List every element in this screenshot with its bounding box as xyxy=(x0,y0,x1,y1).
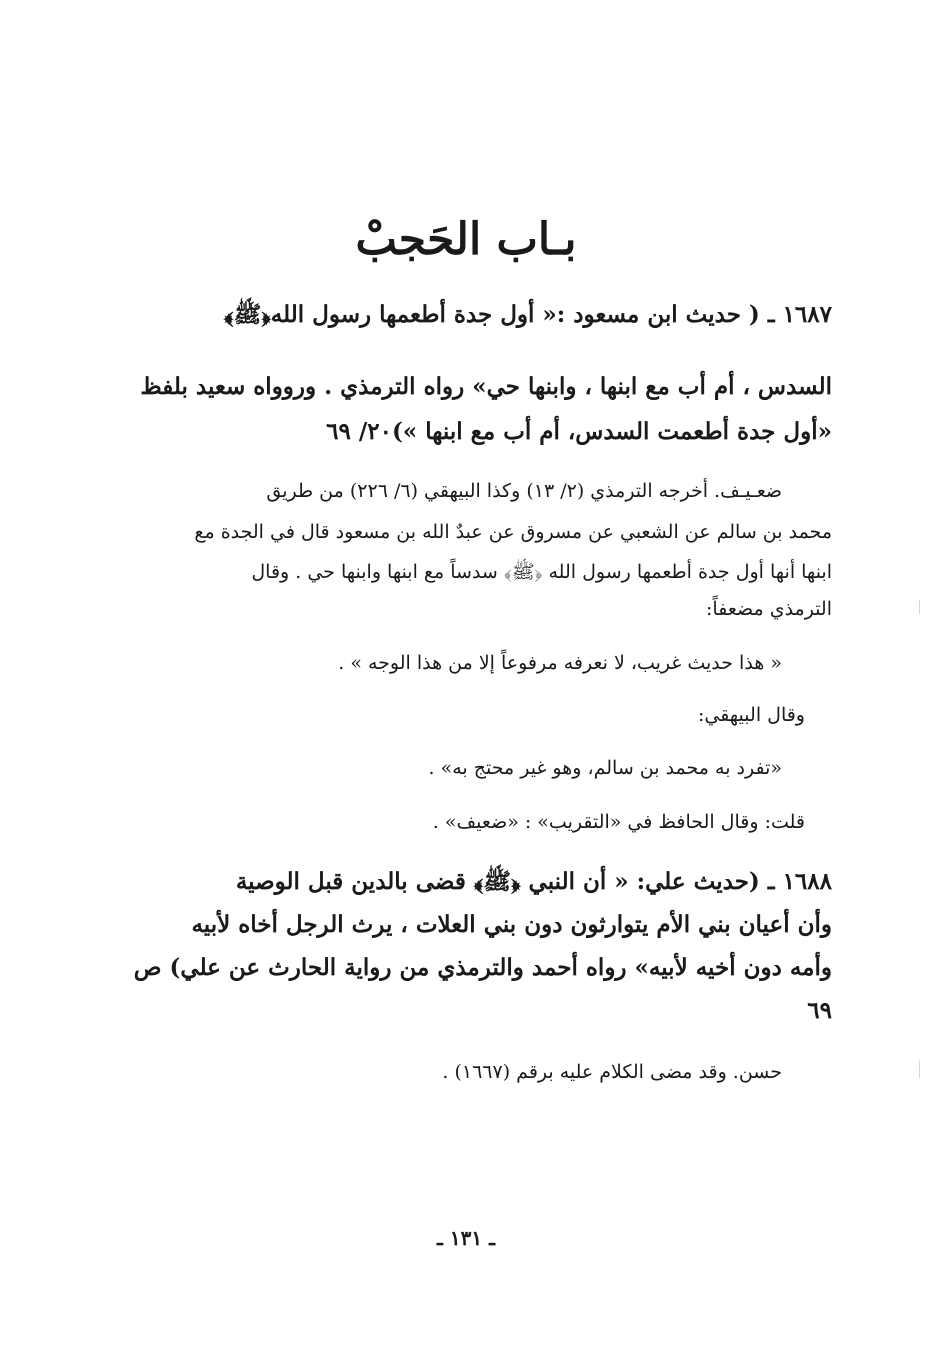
hadith-1688-line-3: وأمه دون أخيه لأبيه» رواه أحمد والترمذي من رواية الحارث عن علي) ص xyxy=(133,954,832,981)
section-title: بـاب الحَجبْ xyxy=(355,214,577,265)
hadith-1687-line-1: ١٦٨٧ ـ ( حديث ابن مسعود :« أول جدة أطعمها رسول الله﴿ﷺ﴾ xyxy=(224,301,832,328)
hadith-1687-line-2: السدس ، أم أب مع ابنها ، وابنها حي» رواه الترمذي . وروواه سعيد بلفظ xyxy=(140,373,832,400)
hadith-1688-line-1: ١٦٨٨ ـ (حديث علي: « أن النبي ﴿ﷺ﴾ قضى بالدين قبل الوصية xyxy=(235,868,832,895)
scan-mark xyxy=(919,600,920,614)
bayhaqi-quote: «تفرد به محمد بن سالم، وهو غير محتج به» . xyxy=(428,757,782,779)
commentary-1687-line-4: الترمذي مضعفاً: xyxy=(706,598,832,620)
tirmidhi-quote: « هذا حديث غريب، لا نعرفه مرفوعاً إلا من هذا الوجه » . xyxy=(338,652,782,674)
hadith-1687-line-3: «أول جدة أطعمت السدس، أم أب مع ابنها »)٢٠/ ٦٩ xyxy=(326,418,832,445)
commentary-1687-line-2: محمد بن سالم عن الشعبي عن مسروق عن عبدٌ الله بن مسعود قال في الجدة مع xyxy=(194,521,832,543)
hafiz-quote: قلت: وقال الحافظ في «التقريب» : «ضعيف» . xyxy=(432,811,805,833)
page-number: ـ ١٣١ ـ xyxy=(437,1226,495,1250)
commentary-1687-line-1: ضعـيـف. أخرجه الترمذي (٢/ ١٣) وكذا البيهقي (٦/ ٢٢٦) من طريق xyxy=(266,480,782,502)
commentary-1687-line-3: ابنها أنها أول جدة أطعمها رسول الله ﴿ﷺ﴾ سدساً مع ابنها وابنها حي . وقال xyxy=(251,561,832,583)
scan-mark xyxy=(919,1060,920,1078)
hadith-1688-line-2: وأن أعيان بني الأم يتوارثون دون بني العلات ، يرث الرجل أخاه لأبيه xyxy=(191,911,832,938)
commentary-1688: حسن. وقد مضى الكلام عليه برقم (١٦٦٧) . xyxy=(442,1061,782,1083)
hadith-1688-line-4: ٦٩ xyxy=(807,997,832,1024)
bayhaqi-intro: وقال البيهقي: xyxy=(697,704,805,726)
